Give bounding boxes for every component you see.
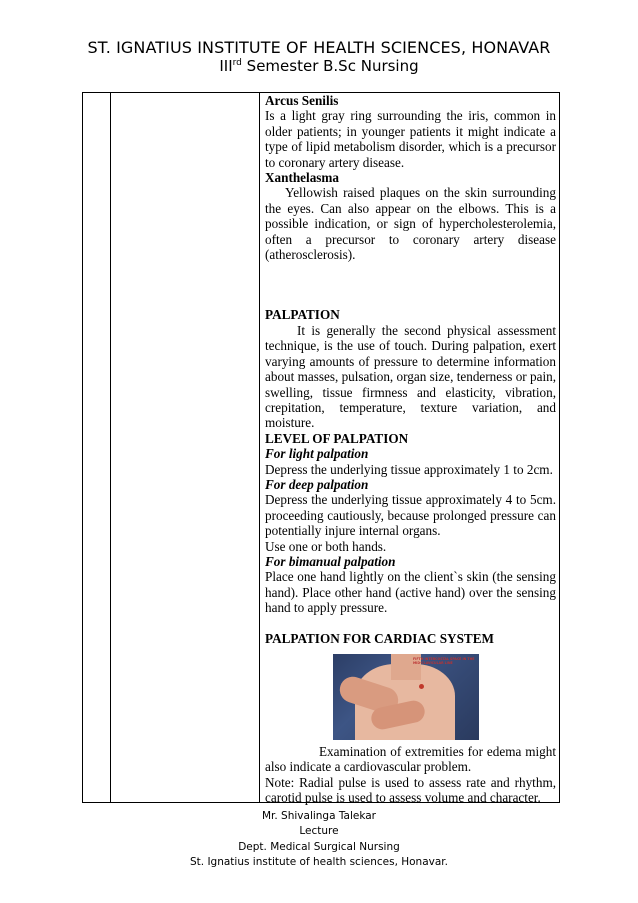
semester-rest: Semester B.Sc Nursing <box>241 57 419 75</box>
spacer <box>265 262 556 307</box>
arcus-heading: Arcus Senilis <box>265 93 339 108</box>
content-cell <box>265 93 556 806</box>
page-header-title: ST. IGNATIUS INSTITUTE OF HEALTH SCIENCES, HONAVAR <box>87 38 551 57</box>
footer-institute: St. Ignatius institute of health sciences, Honavar. <box>189 855 448 868</box>
semester-prefix: III <box>219 57 233 75</box>
light-palpation-text: Depress the underlying tissue approximately 1 to 2cm. <box>265 461 553 477</box>
spacer <box>265 616 556 631</box>
edema-paragraph: Examination of extremities for edema might also indicate a cardiovascular problem. <box>265 744 556 775</box>
page-footer <box>0 809 638 870</box>
bimanual-palpation-heading: For bimanual palpation <box>265 553 396 569</box>
cardiac-heading: PALPATION FOR CARDIAC SYSTEM <box>265 630 494 646</box>
deep-palpation-heading: For deep palpation <box>265 476 369 492</box>
palpation-paragraph: It is generally the second physical assessment technique, is the use of touch. During palpation, exert varying amounts of pressure to determine information about masses, pulsation, organ size, tenderness or pain, swelling, tissue firmness and elasticity, vibration, crepitation, temperature, texture variation, and moisture. <box>265 322 556 431</box>
apex-marker <box>419 684 424 689</box>
note-paragraph: Note: Radial pulse is used to assess rate and rhythm, carotid pulse is used to assess volume and character. <box>265 774 556 806</box>
photo-caption: FIFTH INTERCOSTAL SPACE IN THE MID-CLAVICULAR LINE <box>413 657 475 665</box>
light-palpation-heading: For light palpation <box>265 446 369 462</box>
footer-designation: Lecture <box>299 825 339 838</box>
bimanual-palpation-text: Place one hand lightly on the client`s skin (the sensing hand). Place other hand (active hand) over the sensing hand to apply pressure. <box>265 569 556 616</box>
page-header-semester <box>0 57 638 75</box>
footer-department: Dept. Medical Surgical Nursing <box>238 840 400 853</box>
cardiac-palpation-photo <box>333 654 479 740</box>
hands-text: Use one or both hands. <box>265 538 387 554</box>
semester-superscript: rd <box>232 58 242 68</box>
table-divider-1 <box>110 93 111 802</box>
deep-palpation-text: Depress the underlying tissue approximately 4 to 5cm. proceeding cautiously, because prolonged pressure can potentially injure internal organs. <box>265 492 556 539</box>
level-heading: LEVEL OF PALPATION <box>265 430 409 446</box>
xanthelasma-heading: Xanthelasma <box>265 170 339 186</box>
table-divider-2 <box>259 93 260 802</box>
palpation-heading: PALPATION <box>265 307 340 323</box>
arcus-paragraph: Is a light gray ring surrounding the iris, common in older patients; in younger patients it might indicate a type of lipid metabolism disorder, which is a precursor to coronary artery disease. <box>265 108 556 170</box>
xanthelasma-paragraph: Yellowish raised plaques on the skin surrounding the eyes. Can also appear on the elbows. This is a possible indication, or sign of hypercholesterolemia, often a precursor to coronary artery disease (atherosclerosis). <box>265 185 556 263</box>
footer-name: Mr. Shivalinga Talekar <box>261 810 377 822</box>
